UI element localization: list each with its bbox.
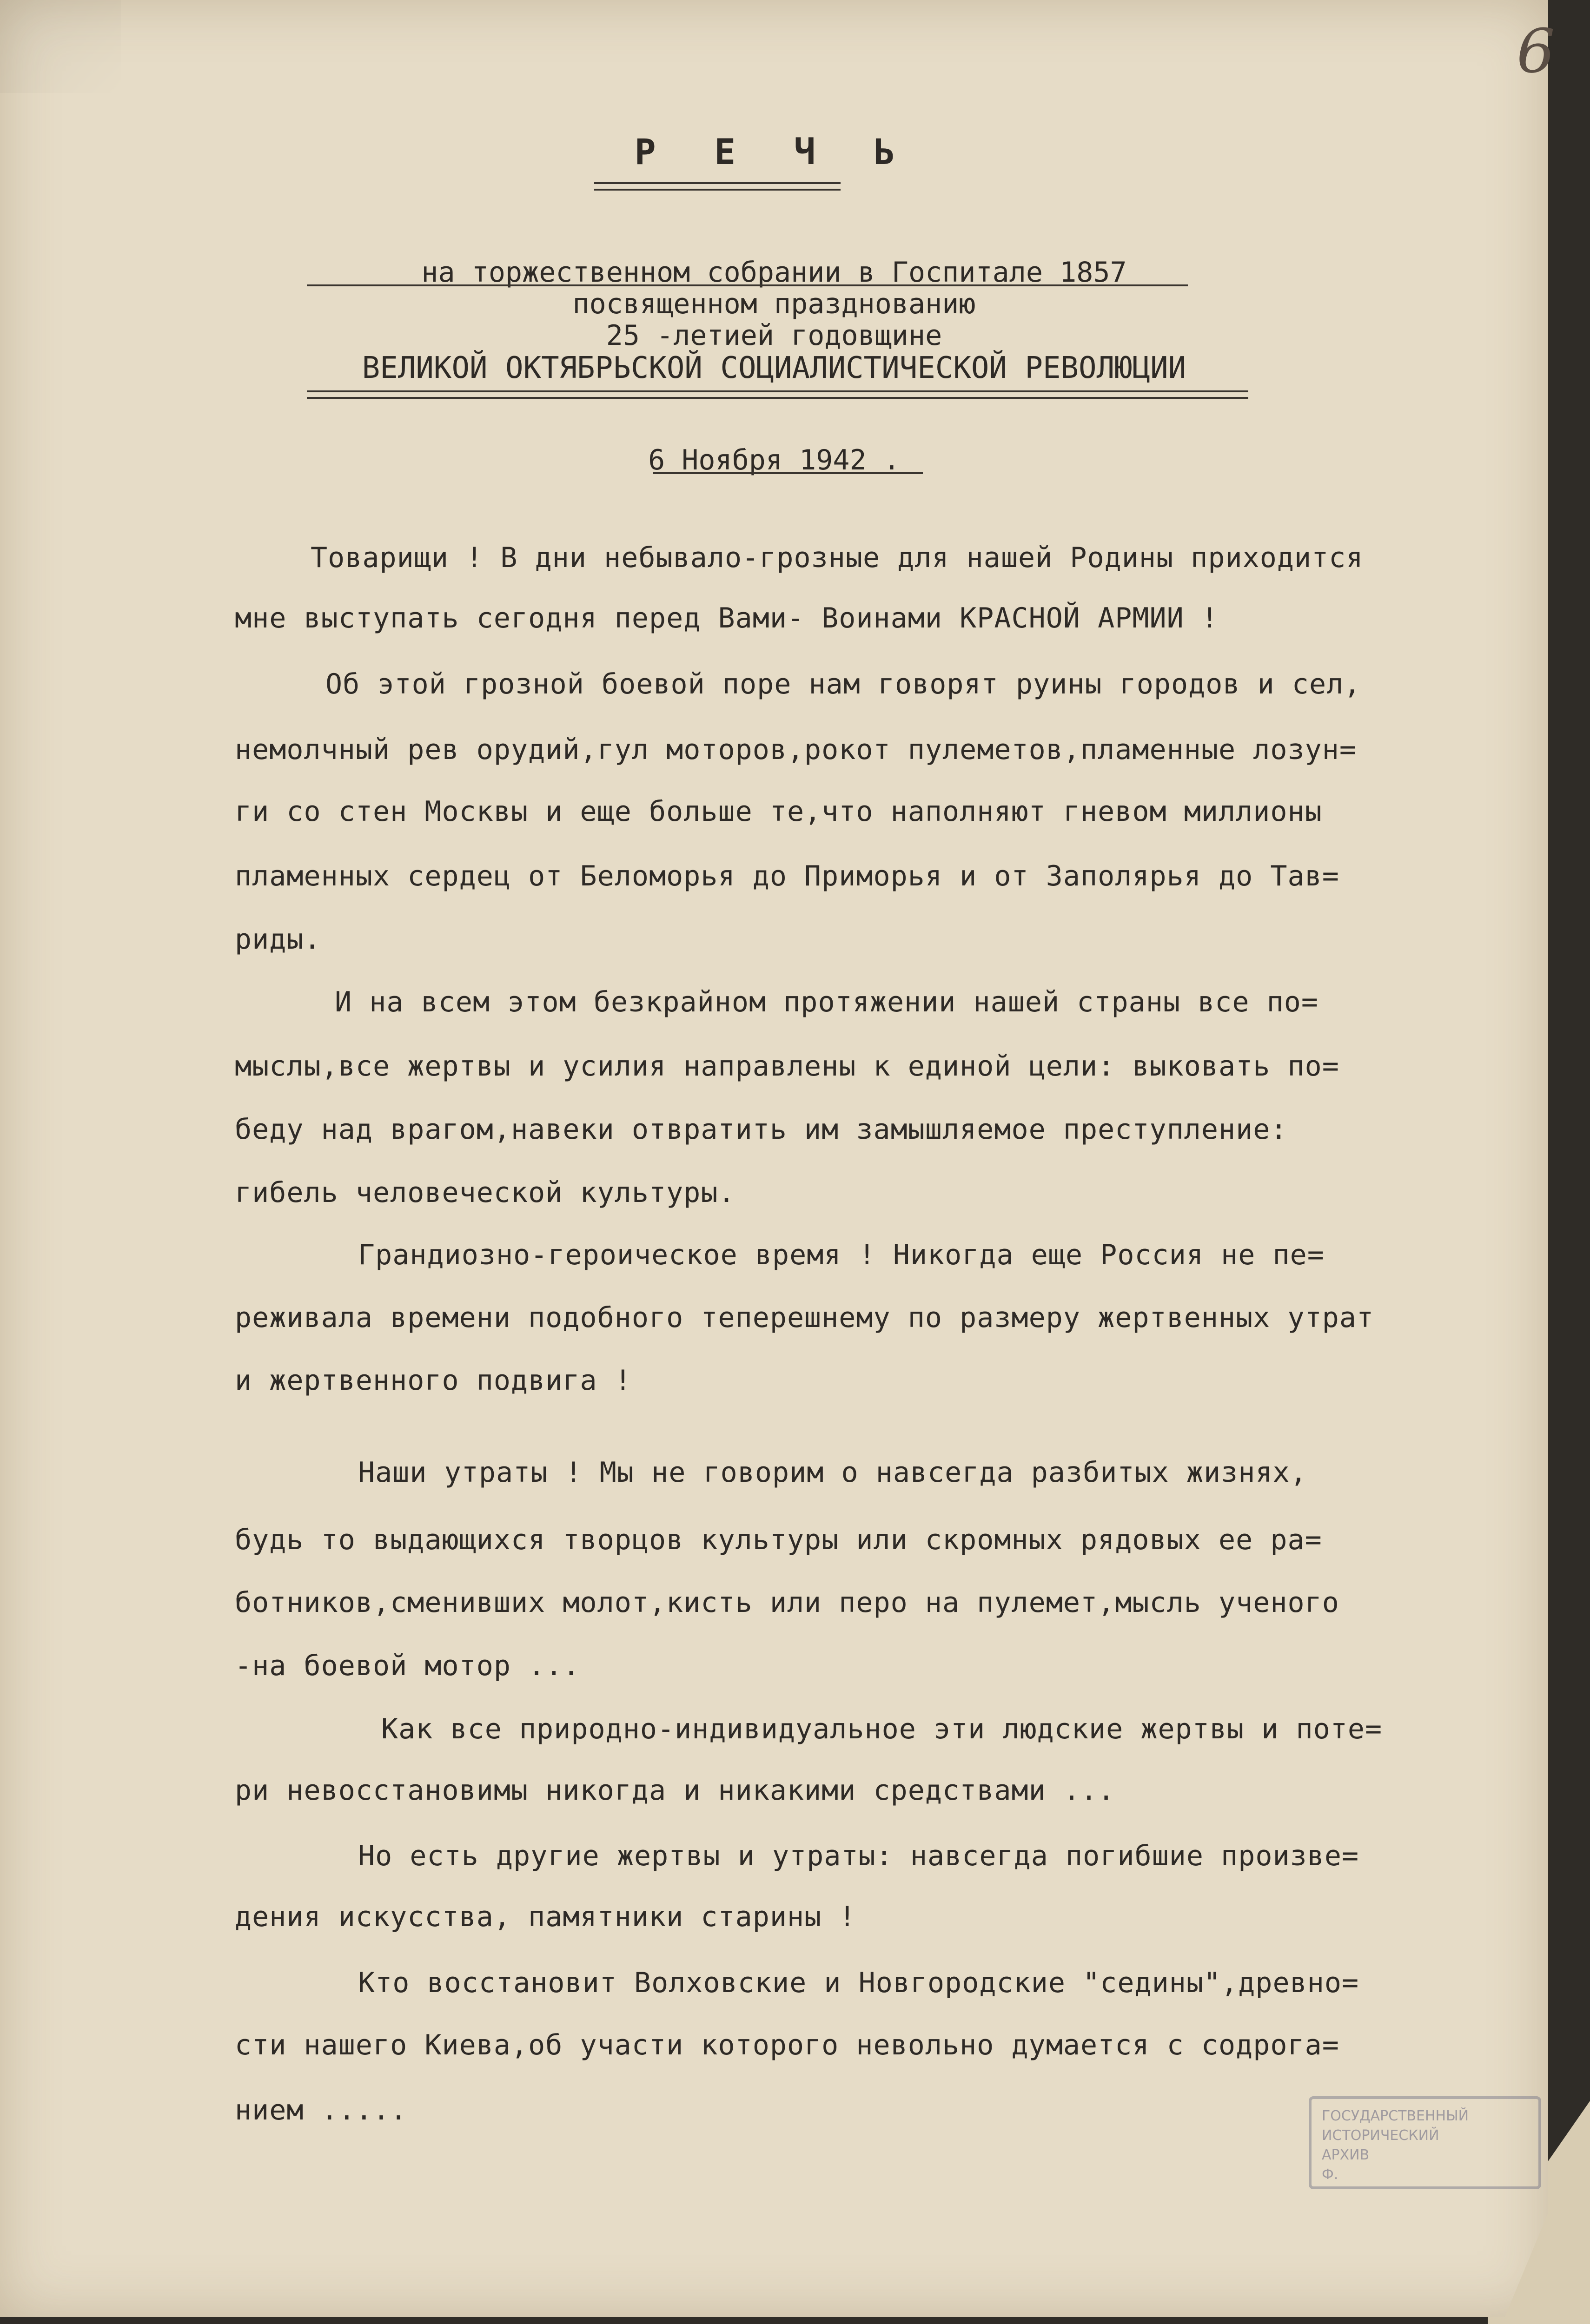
subtitle-underline	[307, 284, 1188, 286]
body-line: Кто восстановит Волховские и Новгородские "седины",древно=	[358, 1967, 1359, 1999]
subtitle-line-4: ВЕЛИКОЙ ОКТЯБРЬСКОЙ СОЦИАЛИСТИЧЕСКОЙ РЕВОЛЮЦИИ	[362, 351, 1186, 385]
title-double-rule	[594, 182, 841, 191]
body-line: ги со стен Москвы и еще больше те,что наполняют гневом миллионы	[235, 795, 1322, 828]
subtitle-line-2: посвященном празднованию	[572, 288, 976, 320]
body-line: риды.	[235, 923, 321, 956]
body-line: нием .....	[235, 2094, 408, 2126]
body-line: Товарищи ! В дни небывало-грозные для нашей Родины приходится	[311, 541, 1364, 574]
body-line: реживала времени подобного теперешнему по размеру жертвенных утрат	[235, 1301, 1374, 1334]
body-line: будь то выдающихся творцов культуры или скромных рядовых ее ра=	[235, 1524, 1322, 1556]
body-line: мыслы,все жертвы и усилия направлены к единой цели: выковать по=	[235, 1050, 1339, 1083]
body-line: немолчный рев орудий,гул моторов,рокот пулеметов,пламенные лозун=	[235, 733, 1357, 766]
date-underline	[653, 472, 923, 474]
page-number: 6	[1517, 16, 1555, 86]
speech-date: 6 Ноября 1942 .	[648, 444, 900, 476]
body-line: Как все природно-индивидуальное эти людские жертвы и поте=	[381, 1713, 1383, 1745]
body-line: сти нашего Киева,об участи которого невольно думается с содрога=	[235, 2029, 1339, 2061]
body-line: И на всем этом безкрайном протяжении нашей страны все по=	[335, 986, 1319, 1018]
subtitle-line-3: 25 -летией годовщине	[606, 319, 942, 352]
body-line: Об этой грозной боевой поре нам говорят руины городов и сел,	[325, 668, 1361, 700]
document-title: Р Е Ч Ь	[634, 131, 914, 172]
heading-double-rule	[307, 390, 1248, 399]
subtitle-line-1: на торжественном собрании в Госпитале 1857	[421, 256, 1127, 289]
body-line: -на боевой мотор ...	[235, 1650, 580, 1682]
body-line: и жертвенного подвига !	[235, 1364, 632, 1397]
body-line: Наши утраты ! Мы не говорим о навсегда разбитых жизнях,	[358, 1456, 1307, 1489]
body-line: гибель человеческой культуры.	[235, 1176, 735, 1209]
body-line: Грандиозно-героическое время ! Никогда еще Россия не пе=	[358, 1239, 1325, 1271]
body-line: беду над врагом,навеки отвратить им замышляемое преступление:	[235, 1113, 1288, 1146]
body-line: дения искусства, памятники старины !	[235, 1901, 856, 1933]
body-line: ботников,сменивших молот,кисть или перо на пулемет,мысль ученого	[235, 1586, 1339, 1619]
body-line: мне выступать сегодня перед Вами- Воинами КРАСНОЙ АРМИИ !	[235, 602, 1219, 634]
body-line: ри невосстановимы никогда и никакими средствами ...	[235, 1774, 1115, 1807]
body-line: Но есть другие жертвы и утраты: навсегда погибшие произве=	[358, 1840, 1359, 1872]
archive-stamp: ГОСУДАРСТВЕННЫЙ ИСТОРИЧЕСКИЙ АРХИВ Ф.	[1309, 2096, 1541, 2189]
body-line: пламенных сердец от Беломорья до Приморья и от Заполярья до Тав=	[235, 860, 1339, 892]
